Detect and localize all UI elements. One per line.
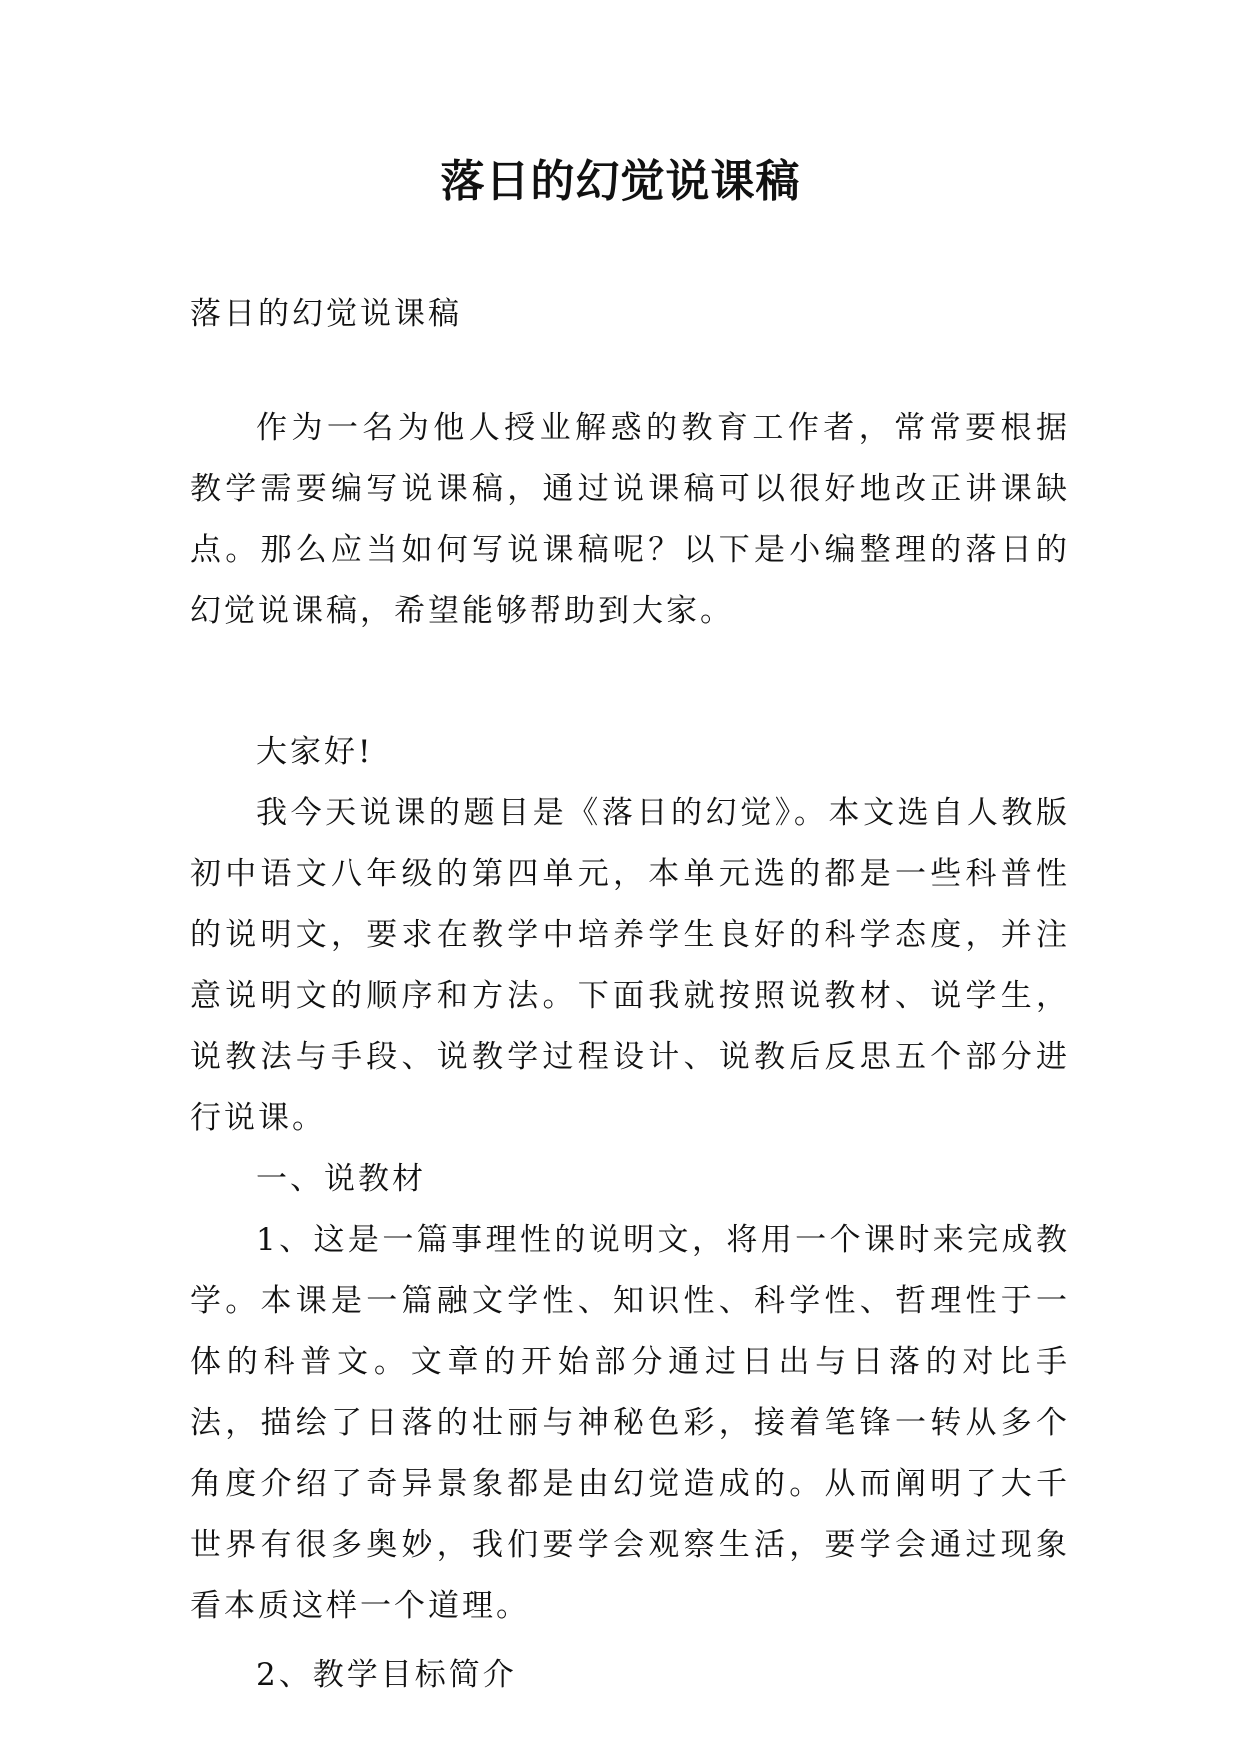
section-heading: 一、说教材 (256, 1161, 426, 1197)
spacer (190, 338, 1070, 398)
point-1-paragraph: 1、这是一篇事理性的说明文，将用一个课时来完成教学。本课是一篇融文学性、知识性、科学性、哲理性于一体的科普文。文章的开始部分通过日出与日落的对比手法，描绘了日落的壮丽与神秘色彩，接着笔锋一转从多个角度介绍了奇异景象都是由幻觉造成的。从而阐明了大千世界有很多奥妙，我们要学会观察生活，要学会通过现象看本质这样一个道理。 (190, 1222, 1070, 1624)
document-body (190, 290, 1070, 1706)
intro-paragraph: 作为一名为他人授业解惑的教育工作者，常常要根据教学需要编写说课稿，通过说课稿可以很好地改正讲课缺点。那么应当如何写说课稿呢？以下是小编整理的落日的幻觉说课稿，希望能够帮助到大家。 (190, 410, 1070, 629)
spacer (190, 642, 1070, 722)
overview-paragraph: 我今天说课的题目是《落日的幻觉》。本文选自人教版初中语文八年级的第四单元，本单元选的都是一些科普性的说明文，要求在教学中培养学生良好的科学态度，并注意说明文的顺序和方法。下面我就按照说教材、说学生，说教法与手段、说教学过程设计、说教后反思五个部分进行说课。 (190, 795, 1070, 1136)
document-title: 落日的幻觉说课稿 (440, 156, 801, 207)
spacer (190, 1637, 1070, 1645)
greeting-paragraph: 大家好! (256, 734, 374, 770)
point-2-heading: 2、教学目标简介 (256, 1657, 517, 1693)
document-subtitle: 落日的幻觉说课稿 (190, 296, 462, 332)
